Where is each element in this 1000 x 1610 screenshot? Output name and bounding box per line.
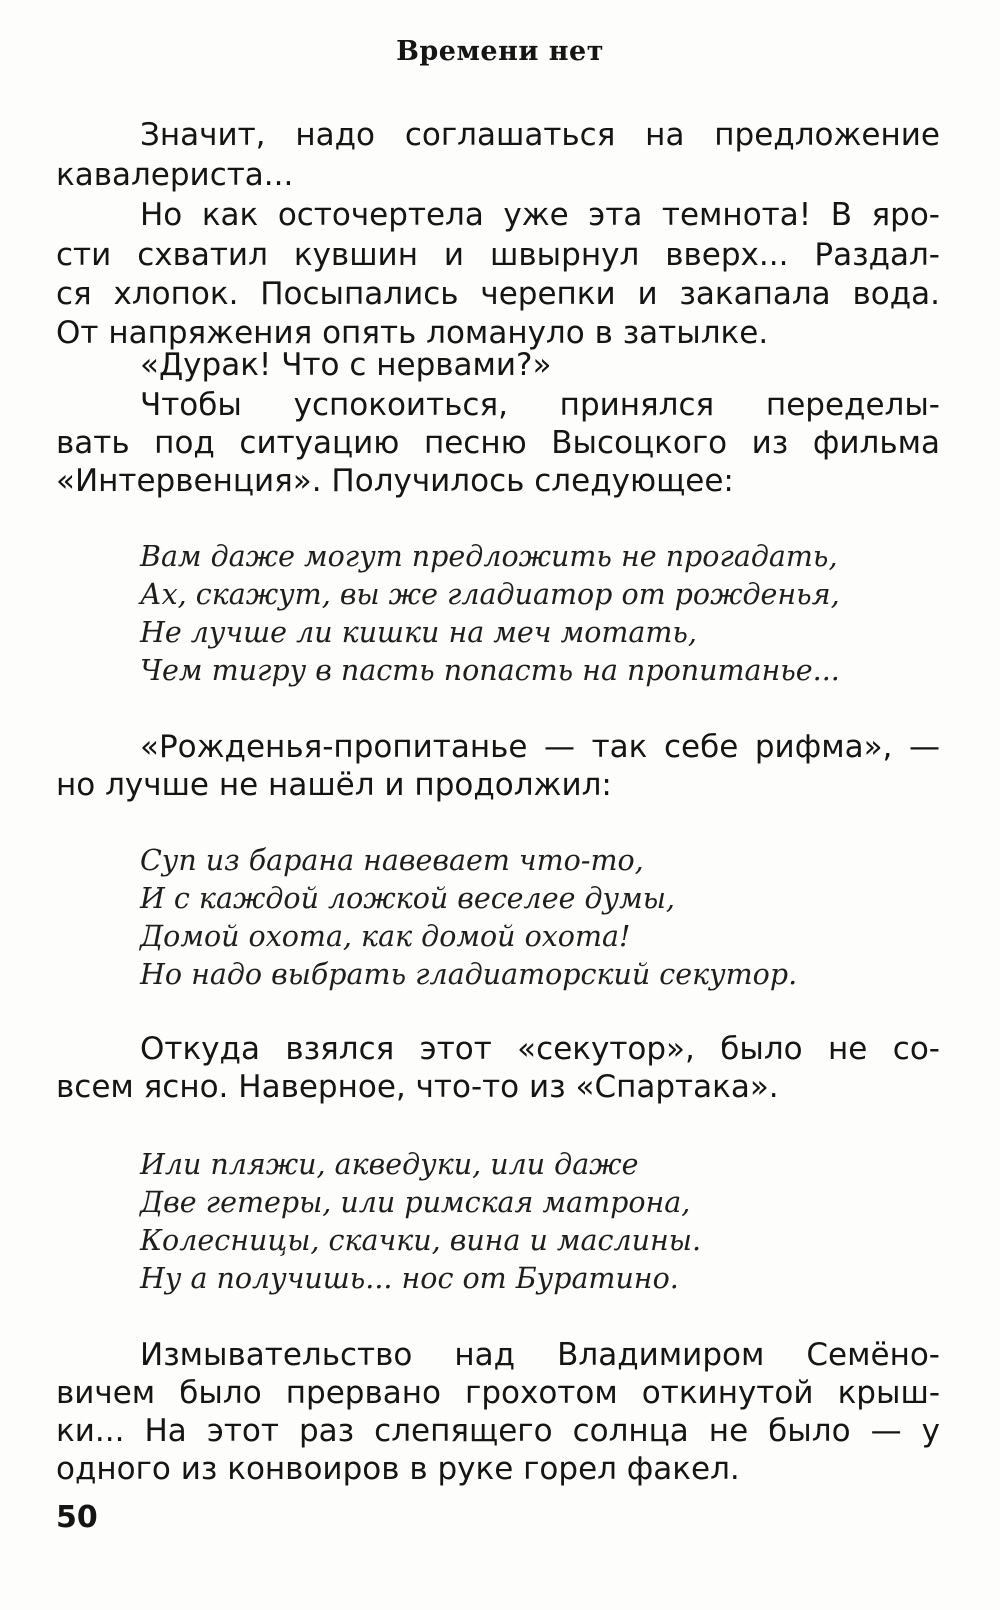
text-line: ся хлопок. Посыпались черепки и закапала вода. xyxy=(56,276,940,312)
text-line: кавалериста... xyxy=(56,157,294,193)
text-line: «Интервенция». Получилось следующее: xyxy=(56,463,734,499)
verse-line: Суп из барана навевает что-то, xyxy=(140,844,644,877)
text-line: Значит, надо соглашаться на предложение xyxy=(140,117,940,153)
text-line: От напряжения опять ломануло в затылке. xyxy=(56,315,769,351)
verse-line: Или пляжи, акведуки, или даже xyxy=(140,1148,639,1181)
text-line: сти схватил кувшин и швырнул вверх... Раздал- xyxy=(56,237,940,273)
verse-line: Не лучше ли кишки на меч мотать, xyxy=(140,616,697,649)
text-line: «Рожденья-пропитанье — так себе рифма», — xyxy=(140,729,940,765)
text-line: вичем было прервано грохотом откинутой крыш- xyxy=(56,1375,940,1411)
verse-line: Две гетеры, или римская матрона, xyxy=(140,1186,691,1219)
verse-line: Колесницы, скачки, вина и маслины. xyxy=(140,1224,702,1257)
text-line: «Дурак! Что с нервами?» xyxy=(140,347,552,383)
text-line: всем ясно. Наверное, что-то из «Спартака». xyxy=(56,1069,779,1105)
verse-line: И с каждой ложкой веселее думы, xyxy=(140,882,675,915)
verse-line: Ах, скажут, вы же гладиатор от рожденья, xyxy=(140,578,840,611)
verse-line: Вам даже могут предложить не прогадать, xyxy=(140,540,838,573)
verse-line: Ну а получишь... нос от Буратино. xyxy=(140,1262,679,1295)
text-line: вать под ситуацию песню Высоцкого из фильма xyxy=(56,425,940,461)
verse-line: Чем тигру в пасть попасть на пропитанье... xyxy=(140,654,840,687)
text-line: ки... На этот раз слепящего солнца не было — у xyxy=(56,1413,940,1449)
text-line: Откуда взялся этот «секутор», было не со- xyxy=(140,1031,940,1067)
text-line: Измывательство над Владимиром Семёно- xyxy=(140,1337,940,1373)
page-number: 50 xyxy=(56,1500,98,1535)
verse-line: Домой охота, как домой охота! xyxy=(140,920,631,953)
text-line: одного из конвоиров в руке горел факел. xyxy=(56,1451,740,1487)
verse-line: Но надо выбрать гладиаторский секутор. xyxy=(140,958,798,991)
text-line: но лучше не нашёл и продолжил: xyxy=(56,767,612,803)
text-line: Чтобы успокоиться, принялся переделы- xyxy=(140,387,940,423)
running-title: Времени нет xyxy=(396,36,604,67)
text-line: Но как осточертела уже эта темнота! В яро- xyxy=(140,197,940,233)
